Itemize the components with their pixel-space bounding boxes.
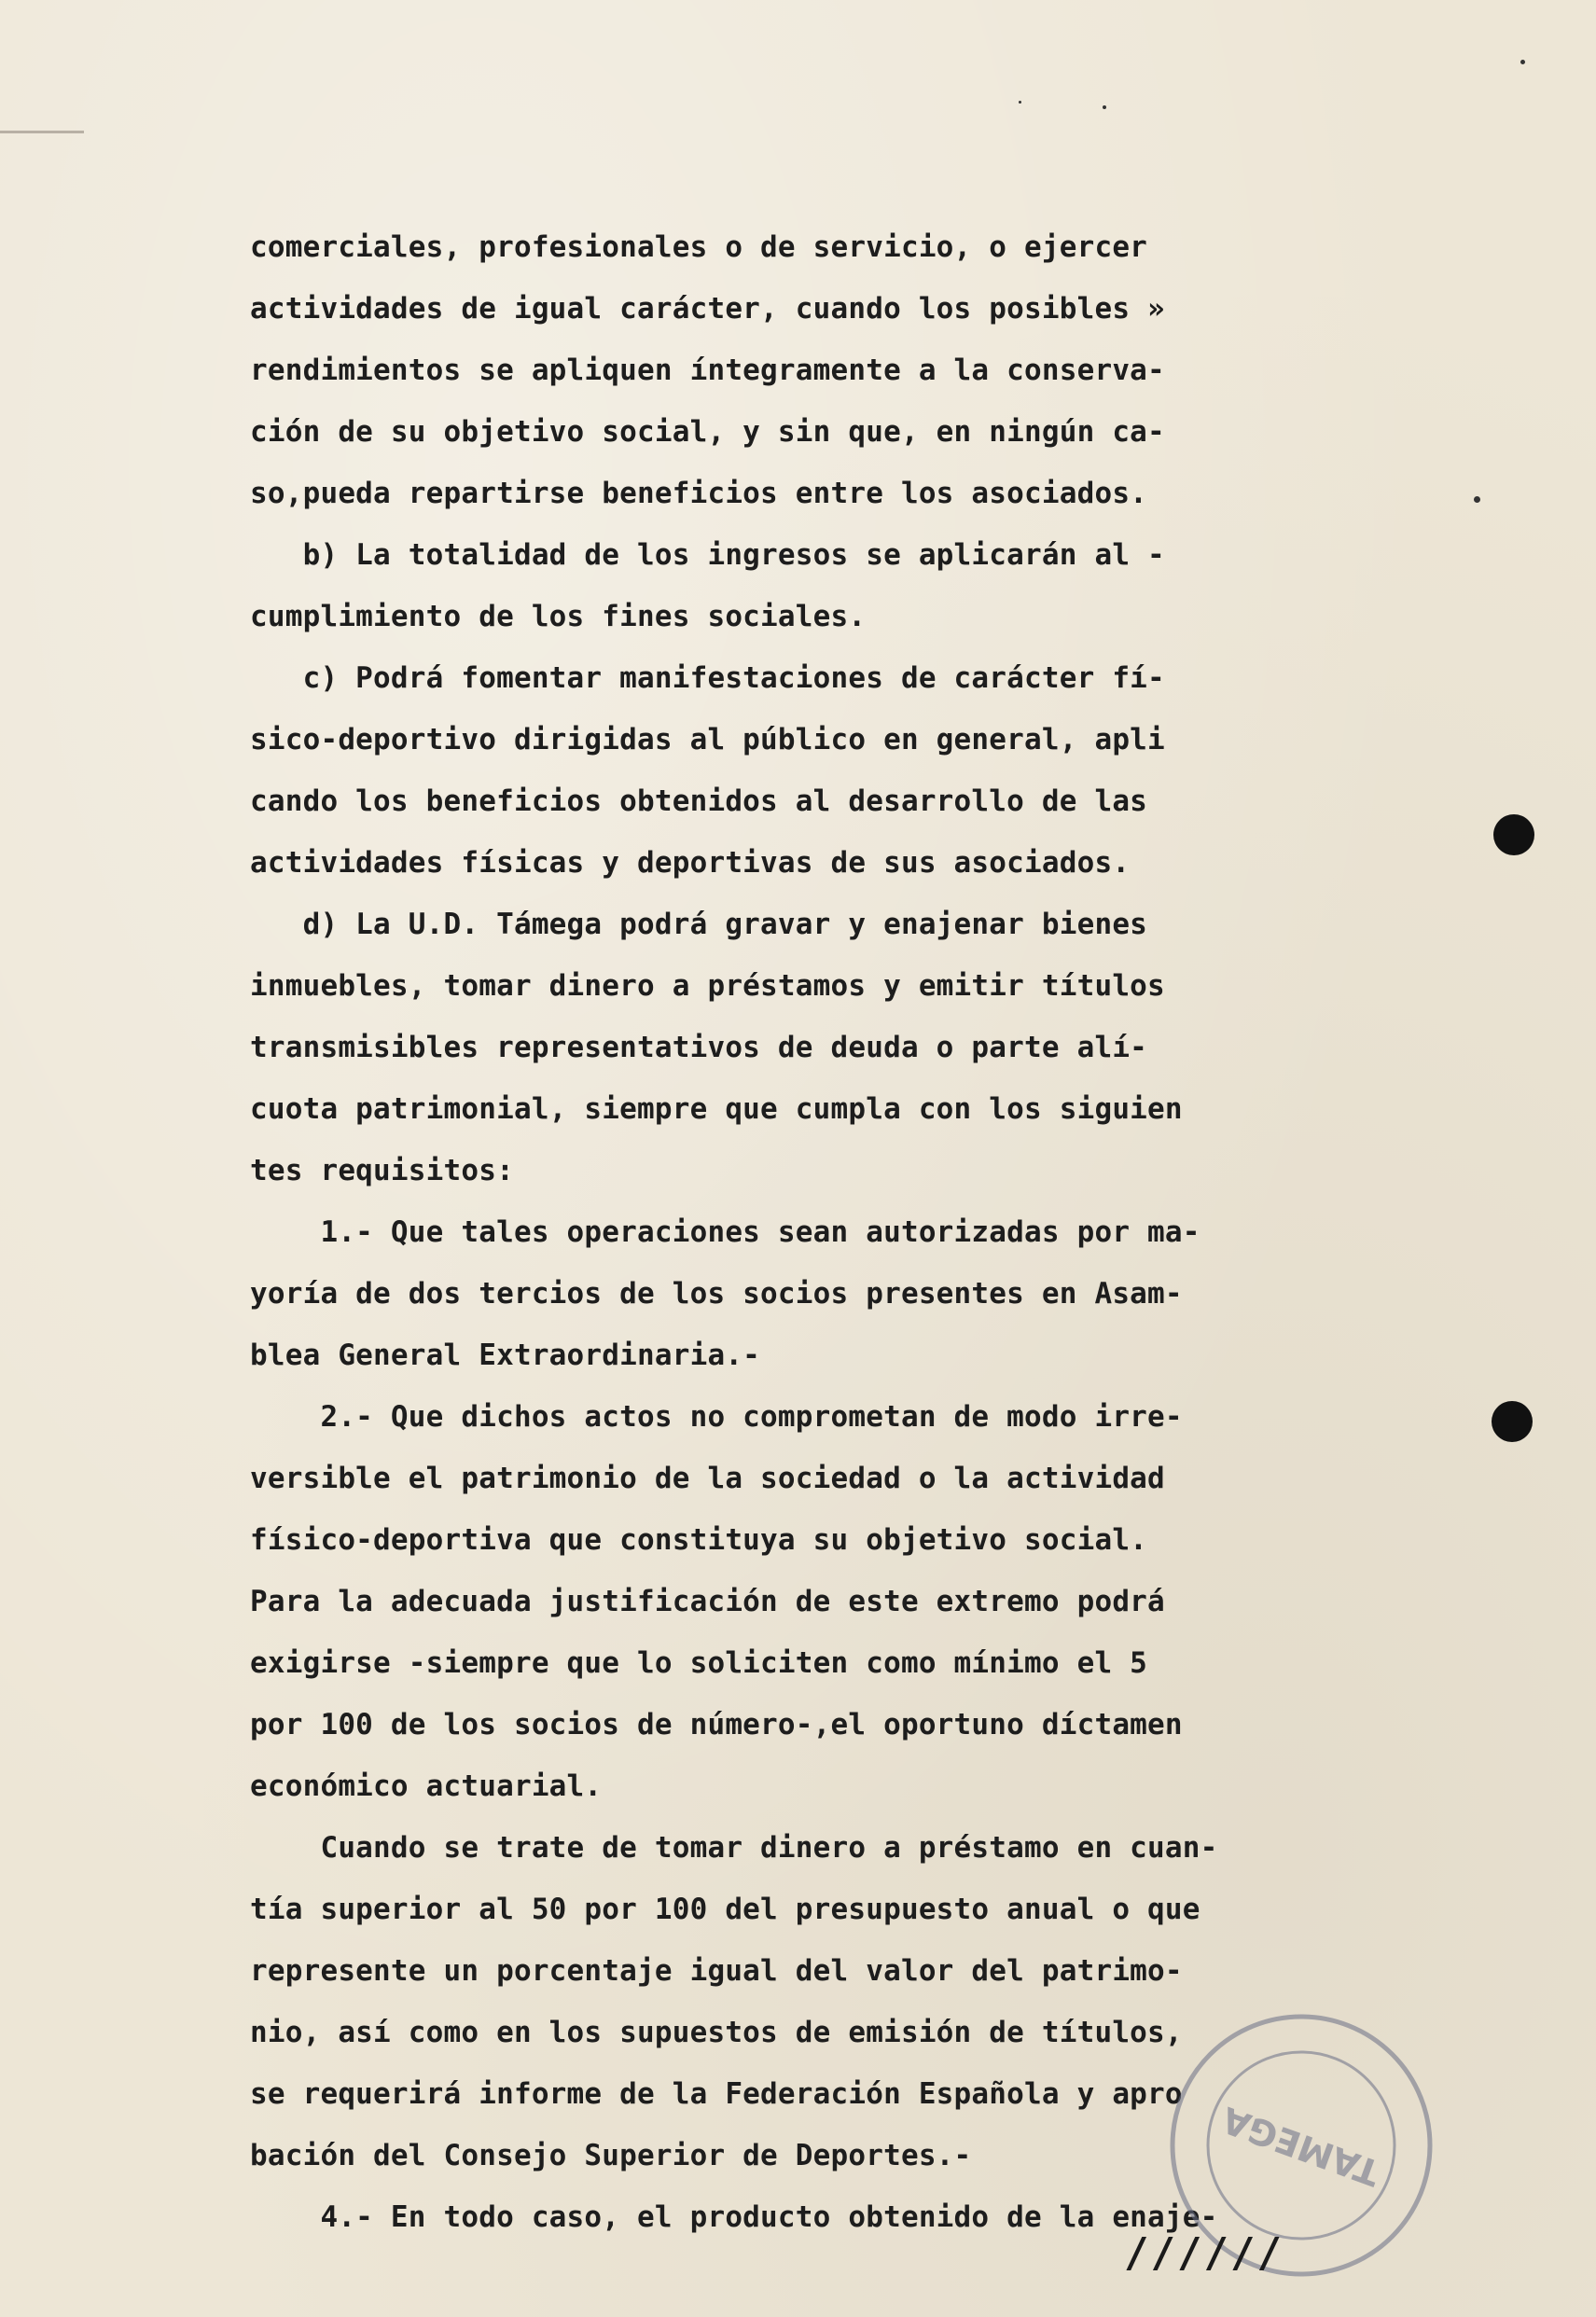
text-line: por 100 de los socios de número-,el oportuno díctamen bbox=[250, 1708, 1183, 1741]
typed-text-body bbox=[250, 216, 1295, 2248]
text-line: tía superior al 50 por 100 del presupuesto anual o que bbox=[250, 1893, 1200, 1926]
text-line: yoría de dos tercios de los socios presentes en Asam- bbox=[250, 1277, 1183, 1311]
text-line: físico-deportiva que constituya su objetivo social. bbox=[250, 1523, 1148, 1557]
text-line: inmuebles, tomar dinero a préstamos y emitir títulos bbox=[250, 969, 1165, 1003]
dust-speck bbox=[1520, 60, 1525, 64]
punch-hole-upper bbox=[1493, 814, 1534, 855]
text-line: d) La U.D. Támega podrá gravar y enajenar bienes bbox=[250, 908, 1148, 941]
text-line: actividades físicas y deportivas de sus asociados. bbox=[250, 846, 1131, 880]
text-line: so,pueda repartirse beneficios entre los asociados. bbox=[250, 477, 1148, 510]
text-line: 1.- Que tales operaciones sean autorizadas por ma- bbox=[250, 1215, 1200, 1249]
dust-speck bbox=[1103, 105, 1106, 109]
text-line: 4.- En todo caso, el producto obtenido de la enaje- bbox=[250, 2200, 1218, 2234]
dust-speck bbox=[1474, 496, 1480, 503]
text-line: se requerirá informe de la Federación Española y apro bbox=[250, 2077, 1183, 2111]
page-end-mark: ////// bbox=[1124, 2229, 1284, 2277]
text-line: tes requisitos: bbox=[250, 1154, 514, 1187]
dust-speck bbox=[1019, 101, 1021, 104]
scan-edge-mark bbox=[0, 131, 84, 133]
text-line: económico actuarial. bbox=[250, 1769, 603, 1803]
text-line: ción de su objetivo social, y sin que, en ningún ca- bbox=[250, 415, 1165, 449]
text-line: exigirse -siempre que lo soliciten como mínimo el 5 bbox=[250, 1646, 1148, 1680]
text-line: blea General Extraordinaria.- bbox=[250, 1339, 761, 1372]
text-line: sico-deportivo dirigidas al público en general, apli bbox=[250, 723, 1165, 756]
text-line: cuota patrimonial, siempre que cumpla con los siguien bbox=[250, 1092, 1183, 1126]
text-line: cando los beneficios obtenidos al desarrollo de las bbox=[250, 784, 1148, 818]
text-line: comerciales, profesionales o de servicio, o ejercer bbox=[250, 230, 1148, 264]
text-line: versible el patrimonio de la sociedad o la actividad bbox=[250, 1462, 1165, 1495]
stamp-text: TAMEGA bbox=[1216, 2099, 1386, 2194]
text-line: c) Podrá fomentar manifestaciones de carácter fí- bbox=[250, 661, 1165, 695]
text-line: actividades de igual carácter, cuando los posibles » bbox=[250, 292, 1165, 326]
text-line: cumplimiento de los fines sociales. bbox=[250, 600, 867, 633]
text-line: transmisibles representativos de deuda o parte alí- bbox=[250, 1031, 1148, 1064]
text-line: Para la adecuada justificación de este extremo podrá bbox=[250, 1585, 1165, 1618]
text-line: bación del Consejo Superior de Deportes.- bbox=[250, 2139, 972, 2172]
punch-hole-lower bbox=[1492, 1401, 1533, 1442]
text-line: rendimientos se apliquen íntegramente a la conserva- bbox=[250, 354, 1165, 387]
text-line: represente un porcentaje igual del valor del patrimo- bbox=[250, 1954, 1183, 1988]
text-line: Cuando se trate de tomar dinero a préstamo en cuan- bbox=[250, 1831, 1218, 1865]
text-line: b) La totalidad de los ingresos se aplicarán al - bbox=[250, 538, 1165, 572]
text-line: nio, así como en los supuestos de emisión de títulos, bbox=[250, 2016, 1183, 2049]
text-line: 2.- Que dichos actos no comprometan de modo irre- bbox=[250, 1400, 1183, 1434]
